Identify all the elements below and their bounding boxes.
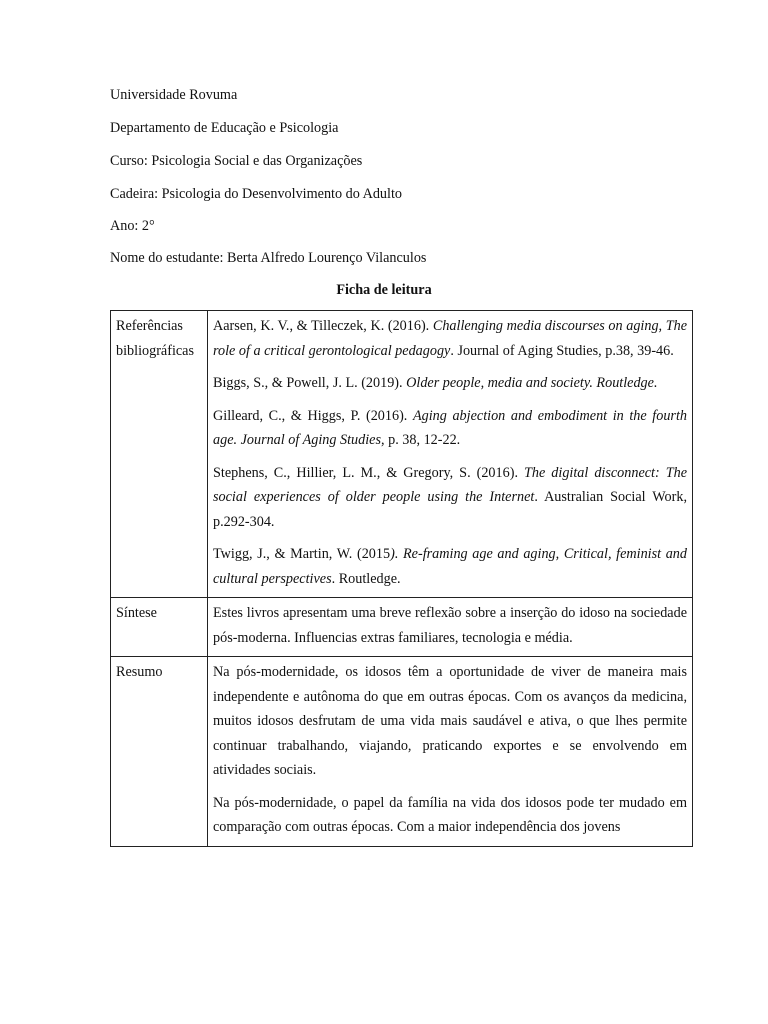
student-line: Nome do estudante: Berta Alfredo Lourenço Vilanculos (110, 250, 427, 266)
references-label-line2: bibliográficas (116, 342, 195, 359)
synthesis-text: Estes livros apresentam uma breve reflexão sobre a inserção do idoso na sociedade pós-moderna. Influencias extras familiares, tecnologia e média. (213, 605, 687, 646)
synthesis-label: Síntese (111, 598, 208, 657)
reference-item: Biggs, S., & Powell, J. L. (2019). Older people, media and society. Routledge. (213, 375, 658, 391)
summary-paragraph: Na pós-modernidade, os idosos têm a oportunidade de viver de maneira mais independente e autônoma do que em outras épocas. Com os avanços da medicina, muitos idosos desfrutam de uma vida mais saudável e ativa, o que lhes permite continuar trabalhando, viajando, praticando exportes e se envolvendo em atividades sociais. (213, 664, 687, 778)
reference-item: Twigg, J., & Martin, W. (2015). Re-framing age and aging, Critical, feminist and cultural perspectives. Routledge. (213, 546, 687, 587)
summary-content-cell (208, 657, 693, 847)
department-line: Departamento de Educação e Psicologia (110, 120, 339, 136)
university-line: Universidade Rovuma (110, 87, 238, 103)
summary-label: Resumo (111, 657, 208, 847)
synthesis-content-cell (208, 598, 693, 657)
synthesis-row (111, 598, 693, 657)
references-content-cell (208, 311, 693, 598)
subject-line: Cadeira: Psicologia do Desenvolvimento do Adulto (110, 186, 402, 202)
reference-item: Stephens, C., Hillier, L. M., & Gregory, S. (2016). The digital disconnect: The social experiences of older people using the Internet. Australian Social Work, p.292-304. (213, 464, 687, 530)
summary-paragraph: Na pós-modernidade, o papel da família na vida dos idosos pode ter mudado em comparação com outras épocas. Com a maior independência dos jovens (213, 794, 687, 835)
document-title: Ficha de leitura (336, 282, 432, 298)
course-line: Curso: Psicologia Social e das Organizações (110, 153, 363, 169)
references-row (111, 311, 693, 598)
year-line: Ano: 2° (110, 218, 155, 234)
references-label-line1: Referências (116, 318, 183, 334)
references-label-cell (111, 311, 208, 598)
reference-item: Gilleard, C., & Higgs, P. (2016). Aging abjection and embodiment in the fourth age. Journal of Aging Studies, p. 38, 12-22. (213, 407, 687, 448)
summary-row (111, 657, 693, 847)
summary-clip (213, 660, 687, 840)
reference-item: Aarsen, K. V., & Tilleczek, K. (2016). Challenging media discourses on aging, The role of a critical gerontological pedagogy. Journal of Aging Studies, p.38, 39-46. (213, 318, 687, 359)
reading-sheet-table (110, 310, 693, 847)
